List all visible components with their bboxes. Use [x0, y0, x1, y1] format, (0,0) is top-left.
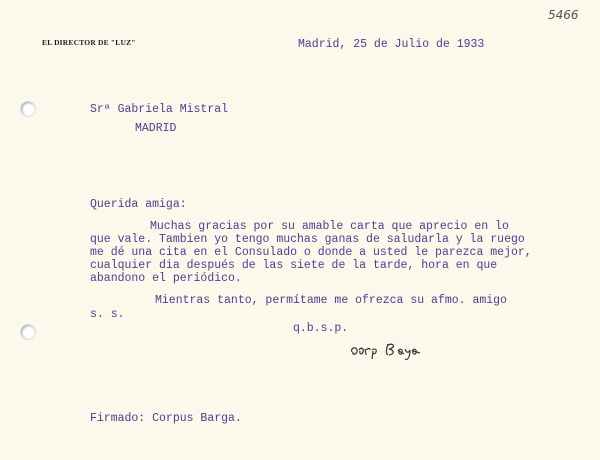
body-line: que vale. Tambien yo tengo muchas ganas de saludarla y la ruego: [90, 233, 525, 246]
body-line: cualquier dia después de las siete de la tarde, hora en que: [90, 259, 498, 272]
closing-qbsp: q.b.s.p.: [293, 322, 349, 335]
punch-hole-top: [21, 102, 35, 116]
body-line: me dé una cita en el Consulado o donde a usted le parezca mejor,: [90, 246, 532, 259]
punch-hole-bottom: [21, 325, 35, 339]
body-line: abandono el periódico.: [90, 272, 242, 285]
handwritten-signature: [348, 336, 428, 364]
letterhead: EL DIRECTOR DE "LUZ": [42, 38, 136, 47]
body-line: Muchas gracias por su amable carta que aprecio en lo: [150, 220, 509, 233]
closing-ss: s. s.: [90, 308, 125, 321]
recipient-city: MADRID: [135, 122, 177, 135]
salutation: Querida amiga:: [90, 198, 187, 211]
date-line: Madrid, 25 de Julio de 1933: [298, 38, 485, 51]
archive-number: 5466: [548, 8, 579, 22]
signed-by: Firmado: Corpus Barga.: [90, 412, 242, 425]
recipient-name: Srª Gabriela Mistral: [90, 103, 229, 116]
closing-line: Mientras tanto, permítame me ofrezca su afmo. amigo: [155, 294, 507, 307]
